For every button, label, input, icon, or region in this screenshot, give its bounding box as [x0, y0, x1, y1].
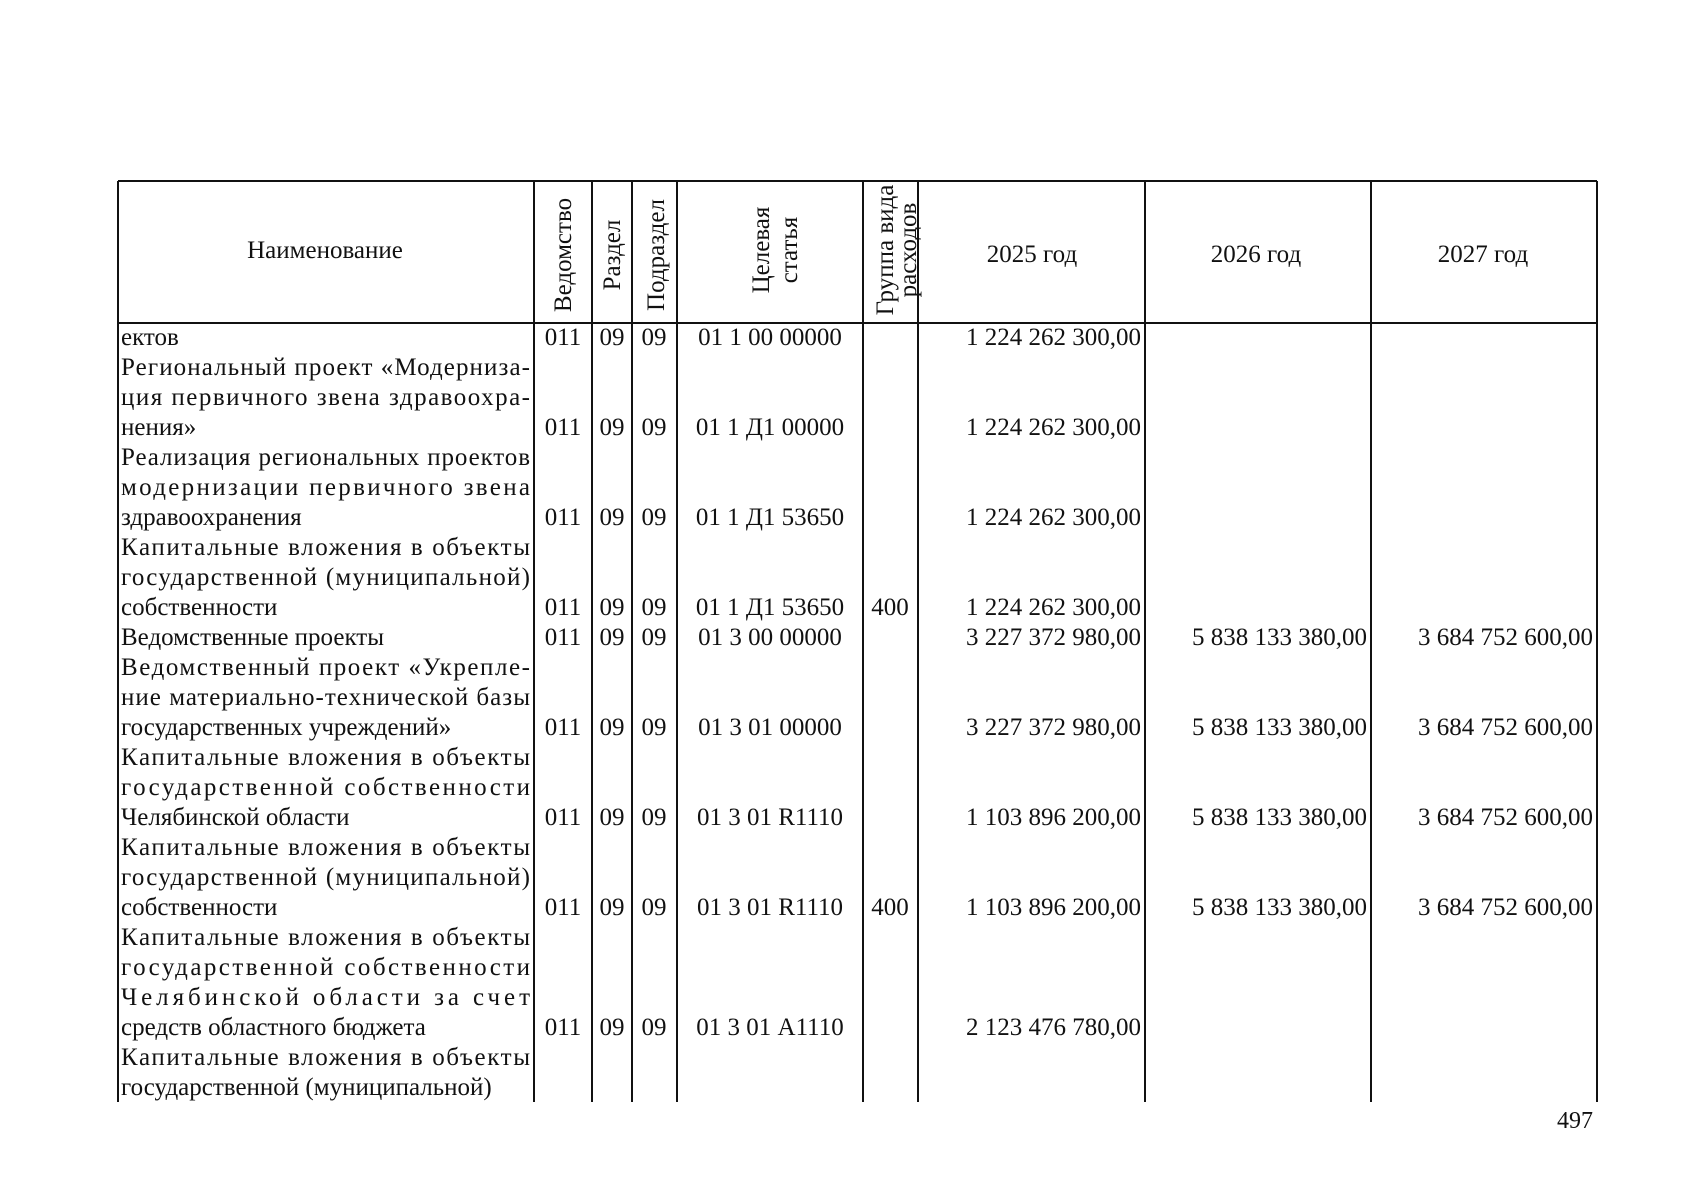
- row-name-line: Капитальные вложения в объекты: [121, 834, 530, 861]
- cell-dept: 011: [544, 804, 582, 831]
- cell-subsection: 09: [641, 324, 667, 351]
- header-2025: 2025 год: [986, 241, 1078, 268]
- cell-target: 01 1 Д1 53650: [695, 504, 845, 531]
- table-row: [121, 654, 1593, 741]
- cell-target: 01 1 Д1 00000: [695, 414, 845, 441]
- row-name-line: Челябинской области за счет: [121, 984, 530, 1011]
- cell-section: 09: [599, 324, 625, 351]
- row-name-line: государственной собственности: [121, 774, 530, 801]
- cell-subsection: 09: [641, 894, 667, 921]
- header-2027: 2027 год: [1437, 241, 1529, 268]
- cell-dept: 011: [544, 714, 582, 741]
- cell-section: 09: [599, 504, 625, 531]
- cell-subsection: 09: [641, 594, 667, 621]
- page-number: 497: [1557, 1108, 1593, 1134]
- cell-subsection: 09: [641, 714, 667, 741]
- row-name-line: государственных учреждений»: [121, 714, 452, 741]
- cell-dept: 011: [544, 324, 582, 351]
- cell-target: 01 3 01 00000: [698, 714, 842, 741]
- cell-2026: 5 838 133 380,00: [1192, 714, 1367, 741]
- row-name-line: Капитальные вложения в объекты: [121, 744, 530, 771]
- cell-dept: 011: [544, 504, 582, 531]
- cell-2027: 3 684 752 600,00: [1418, 894, 1593, 921]
- header-2026: 2026 год: [1210, 241, 1302, 268]
- cell-2027: 3 684 752 600,00: [1418, 624, 1593, 651]
- row-name-line: средств областного бюджета: [121, 1014, 426, 1041]
- row-name-line: Реализация региональных проектов: [121, 444, 530, 471]
- row-name-line: Ведомственный проект «Укрепле-: [121, 654, 530, 681]
- cell-dept: 011: [544, 414, 582, 441]
- cell-section: 09: [599, 804, 625, 831]
- row-name-line: государственной (муниципальной): [121, 1074, 492, 1101]
- header-dept: Ведомство: [550, 197, 577, 313]
- cell-subsection: 09: [641, 804, 667, 831]
- row-name-line: Капитальные вложения в объекты: [121, 534, 530, 561]
- table-row: [121, 1044, 530, 1101]
- cell-2025: 1 103 896 200,00: [966, 894, 1141, 921]
- cell-section: 09: [599, 594, 625, 621]
- row-name-line: ектов: [121, 324, 179, 351]
- row-name-line: здравоохранения: [121, 504, 302, 531]
- cell-subsection: 09: [641, 504, 667, 531]
- header-target-line1: Целевая: [748, 206, 775, 294]
- header-target-line2: статья: [776, 216, 803, 284]
- header-group-line2: расходов: [895, 202, 922, 298]
- cell-dept: 011: [544, 894, 582, 921]
- row-name-line: модернизации первичного звена: [121, 474, 530, 501]
- header-name: Наименование: [247, 237, 403, 264]
- row-name-line: государственной собственности: [121, 954, 530, 981]
- cell-section: 09: [599, 624, 625, 651]
- cell-section: 09: [599, 414, 625, 441]
- cell-2025: 1 103 896 200,00: [966, 804, 1141, 831]
- cell-2025: 1 224 262 300,00: [966, 504, 1141, 531]
- cell-2025: 3 227 372 980,00: [966, 714, 1141, 741]
- table-body: [121, 324, 1593, 1101]
- cell-2026: 5 838 133 380,00: [1192, 624, 1367, 651]
- row-name-line: собственности: [121, 894, 278, 921]
- table-row: [121, 744, 1593, 831]
- cell-group: 400: [871, 894, 909, 921]
- row-name-line: государственной (муниципальной): [121, 864, 530, 891]
- cell-group: 400: [871, 594, 909, 621]
- header-section: Раздел: [599, 219, 626, 291]
- cell-2025: 2 123 476 780,00: [966, 1014, 1141, 1041]
- cell-target: 01 3 01 А1110: [696, 1014, 844, 1041]
- row-name-line: Ведомственные проекты: [121, 624, 385, 651]
- row-name-line: Региональный проект «Модерниза-: [121, 354, 530, 381]
- row-name-line: ция первичного звена здравоохра-: [121, 384, 530, 411]
- cell-2025: 3 227 372 980,00: [966, 624, 1141, 651]
- cell-dept: 011: [544, 594, 582, 621]
- header-group-line1: Группа вида: [872, 184, 899, 316]
- table-header: [247, 185, 1528, 316]
- header-subsection: Подраздел: [643, 199, 670, 311]
- row-name-line: собственности: [121, 594, 278, 621]
- row-name-line: Капитальные вложения в объекты: [121, 1044, 530, 1071]
- row-name-line: Капитальные вложения в объекты: [121, 924, 530, 951]
- cell-target: 01 3 01 R1110: [696, 804, 844, 831]
- cell-target: 01 1 00 00000: [698, 324, 842, 351]
- cell-2026: 5 838 133 380,00: [1192, 894, 1367, 921]
- cell-2027: 3 684 752 600,00: [1418, 714, 1593, 741]
- cell-subsection: 09: [641, 624, 667, 651]
- cell-2026: 5 838 133 380,00: [1192, 804, 1367, 831]
- cell-2027: 3 684 752 600,00: [1418, 804, 1593, 831]
- cell-dept: 011: [544, 624, 582, 651]
- cell-subsection: 09: [641, 414, 667, 441]
- table-row: [121, 834, 1593, 921]
- cell-section: 09: [599, 714, 625, 741]
- row-name-line: Челябинской области: [121, 804, 350, 831]
- row-name-line: нения»: [121, 414, 197, 441]
- cell-2025: 1 224 262 300,00: [966, 594, 1141, 621]
- row-name-line: государственной (муниципальной): [121, 564, 530, 591]
- cell-dept: 011: [544, 1014, 582, 1041]
- row-name-line: ние материально-технической базы: [121, 684, 530, 711]
- table-row: [121, 624, 1593, 651]
- cell-2025: 1 224 262 300,00: [966, 324, 1141, 351]
- cell-target: 01 3 01 R1110: [696, 894, 844, 921]
- cell-2025: 1 224 262 300,00: [966, 414, 1141, 441]
- cell-section: 09: [599, 894, 625, 921]
- cell-section: 09: [599, 1014, 625, 1041]
- cell-subsection: 09: [641, 1014, 667, 1041]
- cell-target: 01 1 Д1 53650: [695, 594, 845, 621]
- cell-target: 01 3 00 00000: [698, 624, 842, 651]
